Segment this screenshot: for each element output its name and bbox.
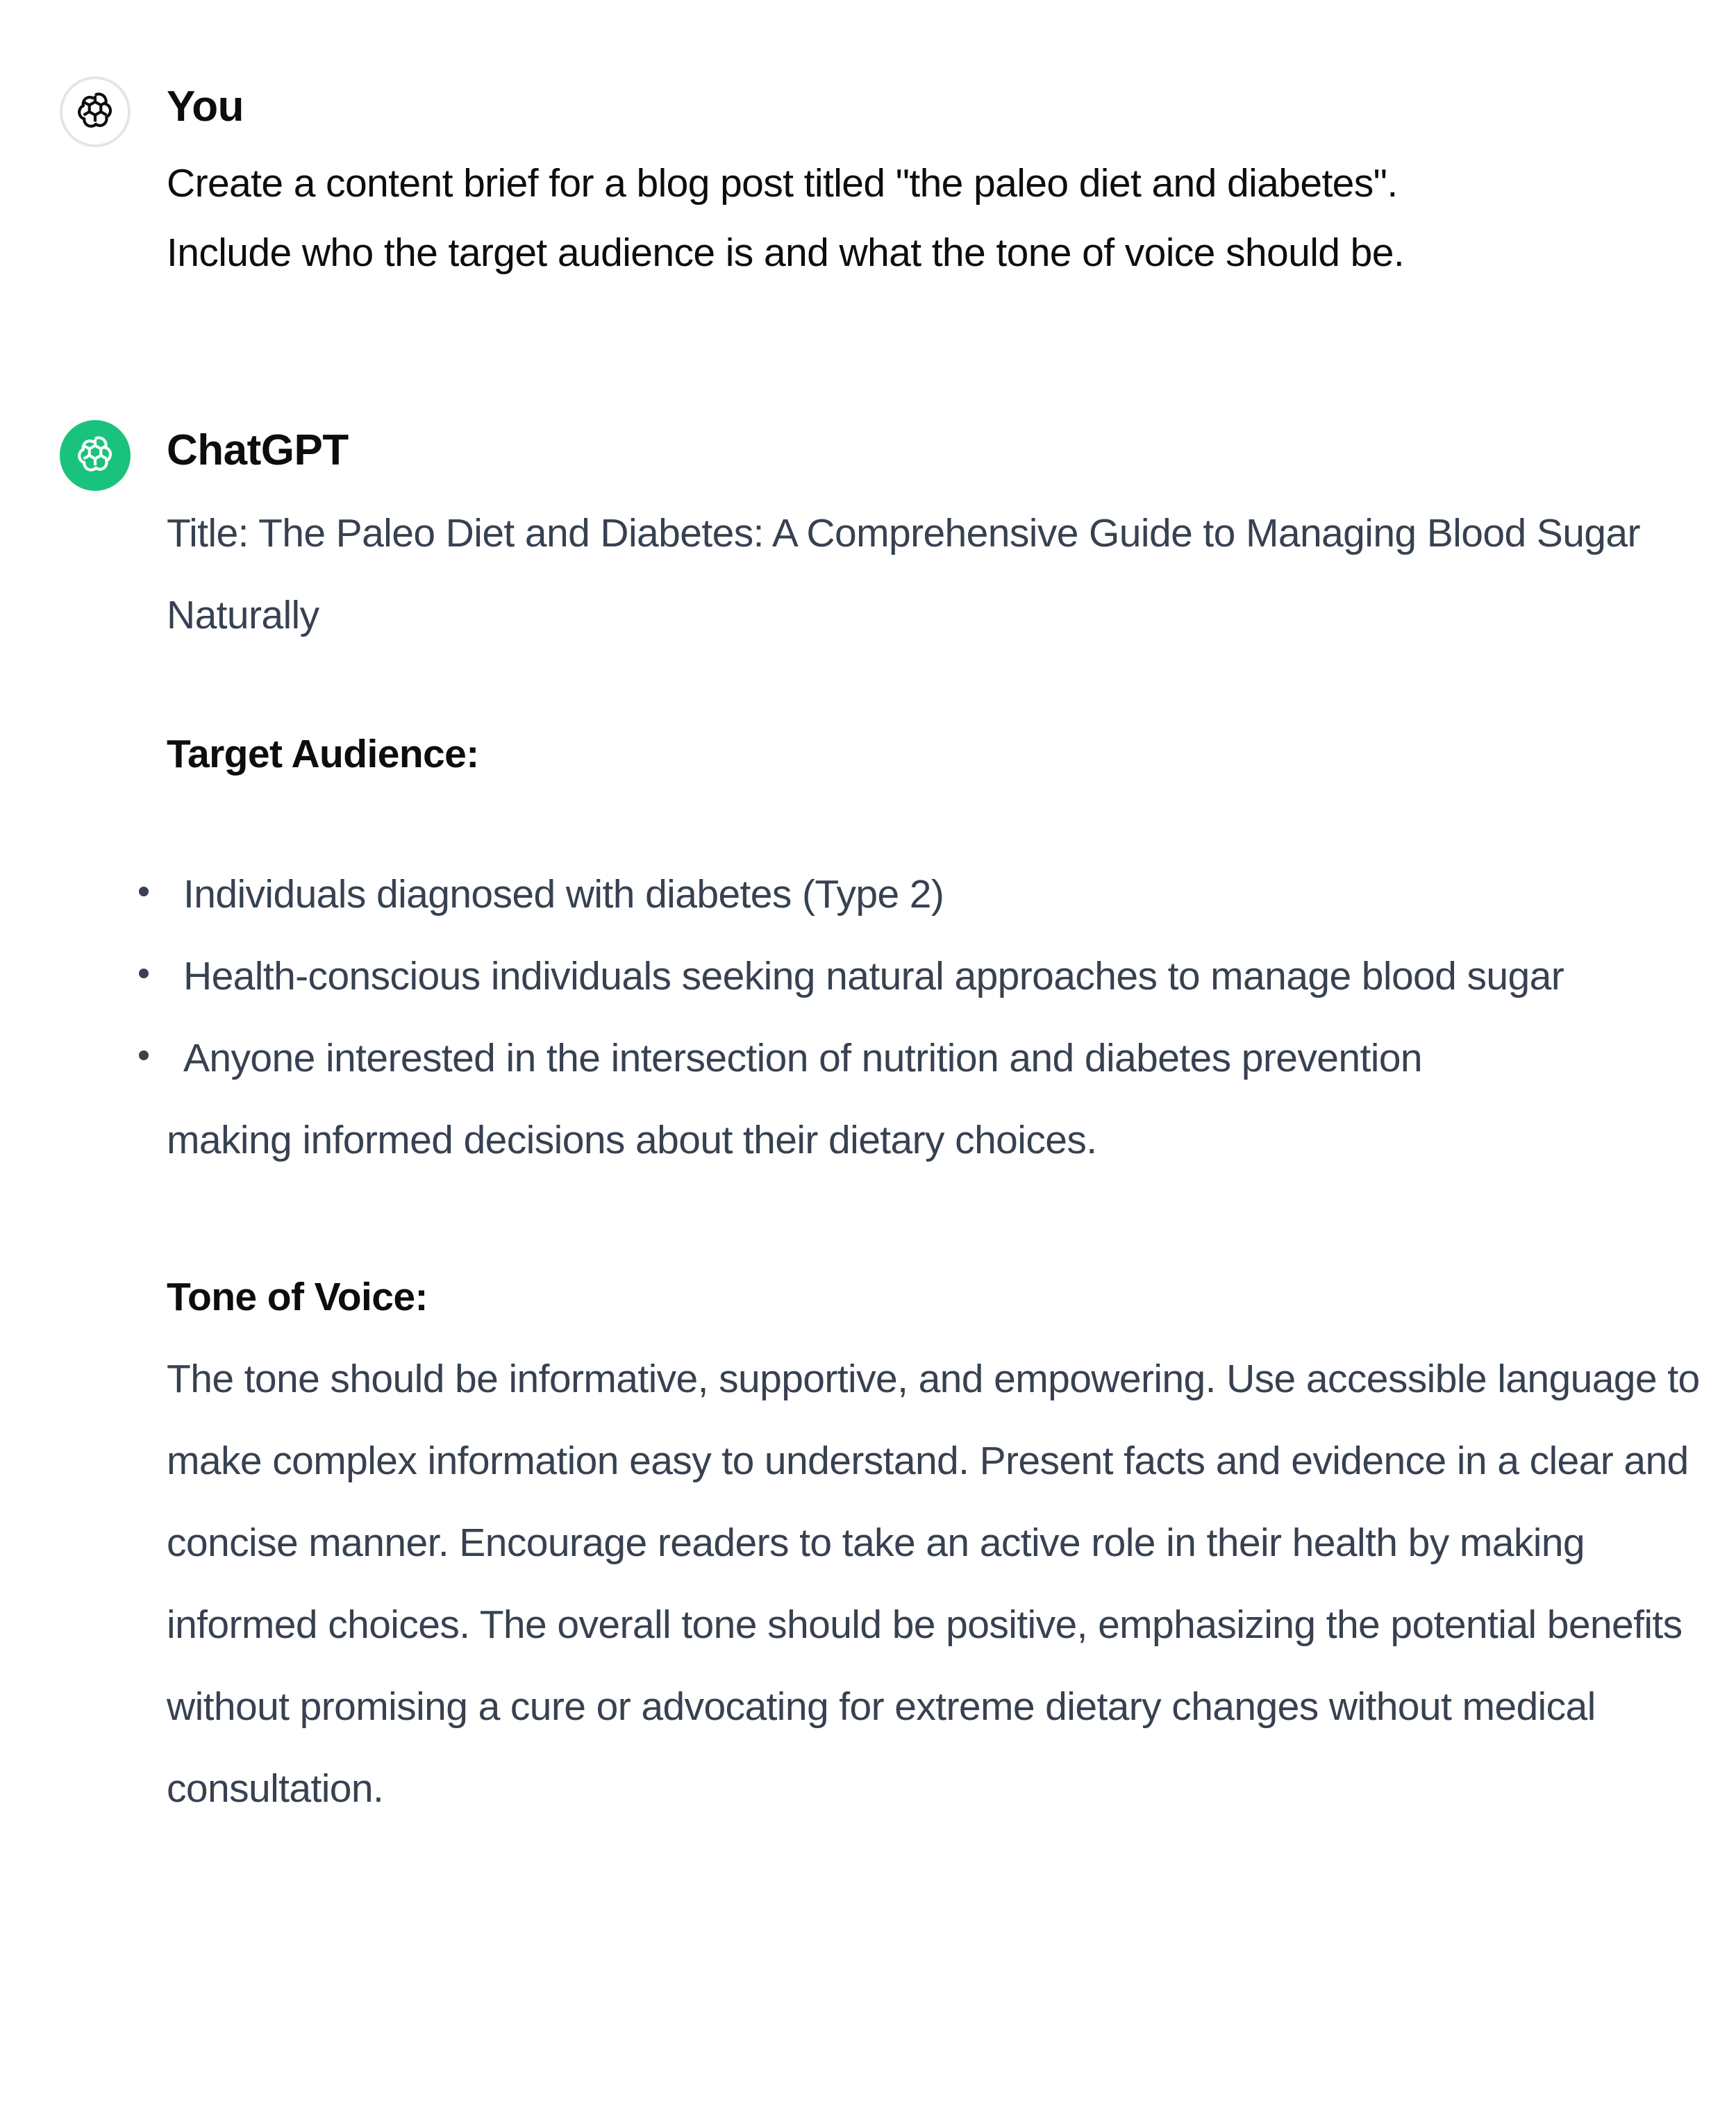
tone-of-voice-heading: Tone of Voice: bbox=[167, 1275, 428, 1319]
target-audience-heading: Target Audience: bbox=[167, 732, 479, 776]
list-item: Health-conscious individuals seeking natural approaches to manage blood sugar bbox=[139, 935, 1708, 1017]
user-message-line: Create a content brief for a blog post titled "the paleo diet and diabetes". bbox=[167, 161, 1398, 206]
assistant-avatar bbox=[60, 420, 131, 491]
user-author-label: You bbox=[167, 83, 244, 131]
target-audience-list bbox=[139, 853, 1708, 1099]
openai-logo-icon bbox=[72, 433, 118, 478]
user-message-line: Include who the target audience is and what the tone of voice should be. bbox=[167, 231, 1405, 275]
brief-title: Title: The Paleo Diet and Diabetes: A Comprehensive Guide to Managing Blood Sugar Naturally bbox=[167, 511, 1640, 637]
assistant-author-label: ChatGPT bbox=[167, 426, 349, 474]
user-avatar bbox=[60, 76, 131, 147]
audience-trailing-text: making informed decisions about their dietary choices. bbox=[167, 1118, 1097, 1162]
user-message-text bbox=[167, 149, 1708, 287]
assistant-message-text bbox=[167, 492, 1708, 1830]
tone-of-voice-body: The tone should be informative, supportive, and empowering. Use accessible language to make complex information easy to understand. Present facts and evidence in a clear and concise manner. Encourage readers to take an active role in their health by making informed choices. The overall tone should be positive, emphasizing the potential benefits without promising a cure or advocating for extreme dietary changes without medical consultation. bbox=[167, 1357, 1700, 1811]
list-item: Individuals diagnosed with diabetes (Type 2) bbox=[139, 853, 1708, 935]
list-item: Anyone interested in the intersection of nutrition and diabetes prevention bbox=[139, 1017, 1708, 1099]
openai-logo-icon bbox=[72, 89, 118, 135]
